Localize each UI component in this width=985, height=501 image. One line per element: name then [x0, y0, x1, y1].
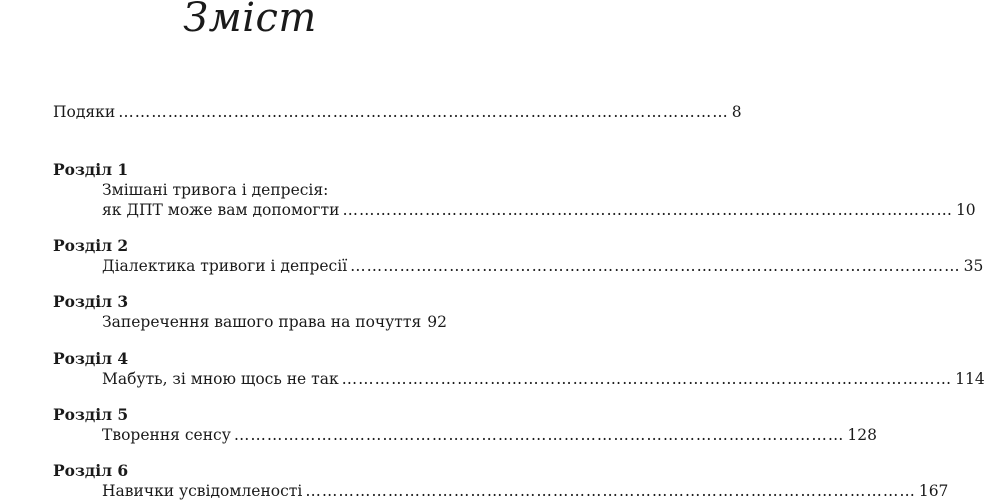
- chapter-title: Навички усвідомленості: [102, 481, 302, 501]
- toc-entry-acknowledgements[interactable]: [53, 102, 447, 122]
- chapter-label: Розділ 6: [53, 461, 128, 481]
- chapter-label: Розділ 3: [53, 292, 128, 312]
- toc-entry-chapter-4[interactable]: [102, 369, 447, 389]
- dot-leader: …………………………………………………………………………………………………: [234, 425, 845, 445]
- toc-page-number: 8: [732, 102, 742, 122]
- chapter-title: Мабуть, зі мною щось не так: [102, 369, 339, 389]
- page-title: Зміст: [0, 0, 500, 42]
- chapter-title: Заперечення вашого права на почуття: [102, 312, 421, 332]
- dot-leader: …………………………………………………………………………………………………: [342, 369, 953, 389]
- dot-leader: …………………………………………………………………………………………………: [350, 256, 961, 276]
- toc-page-number: 92: [427, 312, 447, 332]
- chapter-label: Розділ 4: [53, 349, 128, 369]
- chapter-label: Розділ 1: [53, 160, 128, 180]
- chapter-label: Розділ 5: [53, 405, 128, 425]
- toc-page-number: 10: [956, 200, 976, 220]
- toc-page-number: 35: [964, 256, 984, 276]
- chapter-title: Творення сенсу: [102, 425, 231, 445]
- toc-entry-chapter-2[interactable]: [102, 256, 447, 276]
- toc-entry-label: Подяки: [53, 102, 115, 122]
- toc-page-number: 114: [955, 369, 985, 389]
- chapter-title: Діалектика тривоги і депресії: [102, 256, 347, 276]
- dot-leader: …………………………………………………………………………………………………: [342, 200, 953, 220]
- toc-entry-chapter-3[interactable]: [102, 312, 447, 332]
- chapter-title-line: Змішані тривога і депресія:: [102, 180, 328, 200]
- toc-entry-chapter-6[interactable]: [102, 481, 447, 501]
- dot-leader: …………………………………………………………………………………………………: [305, 481, 916, 501]
- chapter-title: як ДПТ може вам допомогти: [102, 200, 339, 220]
- toc-entry-chapter-5[interactable]: [102, 425, 447, 445]
- toc-page-number: 167: [919, 481, 949, 501]
- toc-page-number: 128: [847, 425, 877, 445]
- toc-entry-chapter-1[interactable]: [102, 200, 447, 220]
- dot-leader: …………………………………………………………………………………………………: [118, 102, 729, 122]
- chapter-label: Розділ 2: [53, 236, 128, 256]
